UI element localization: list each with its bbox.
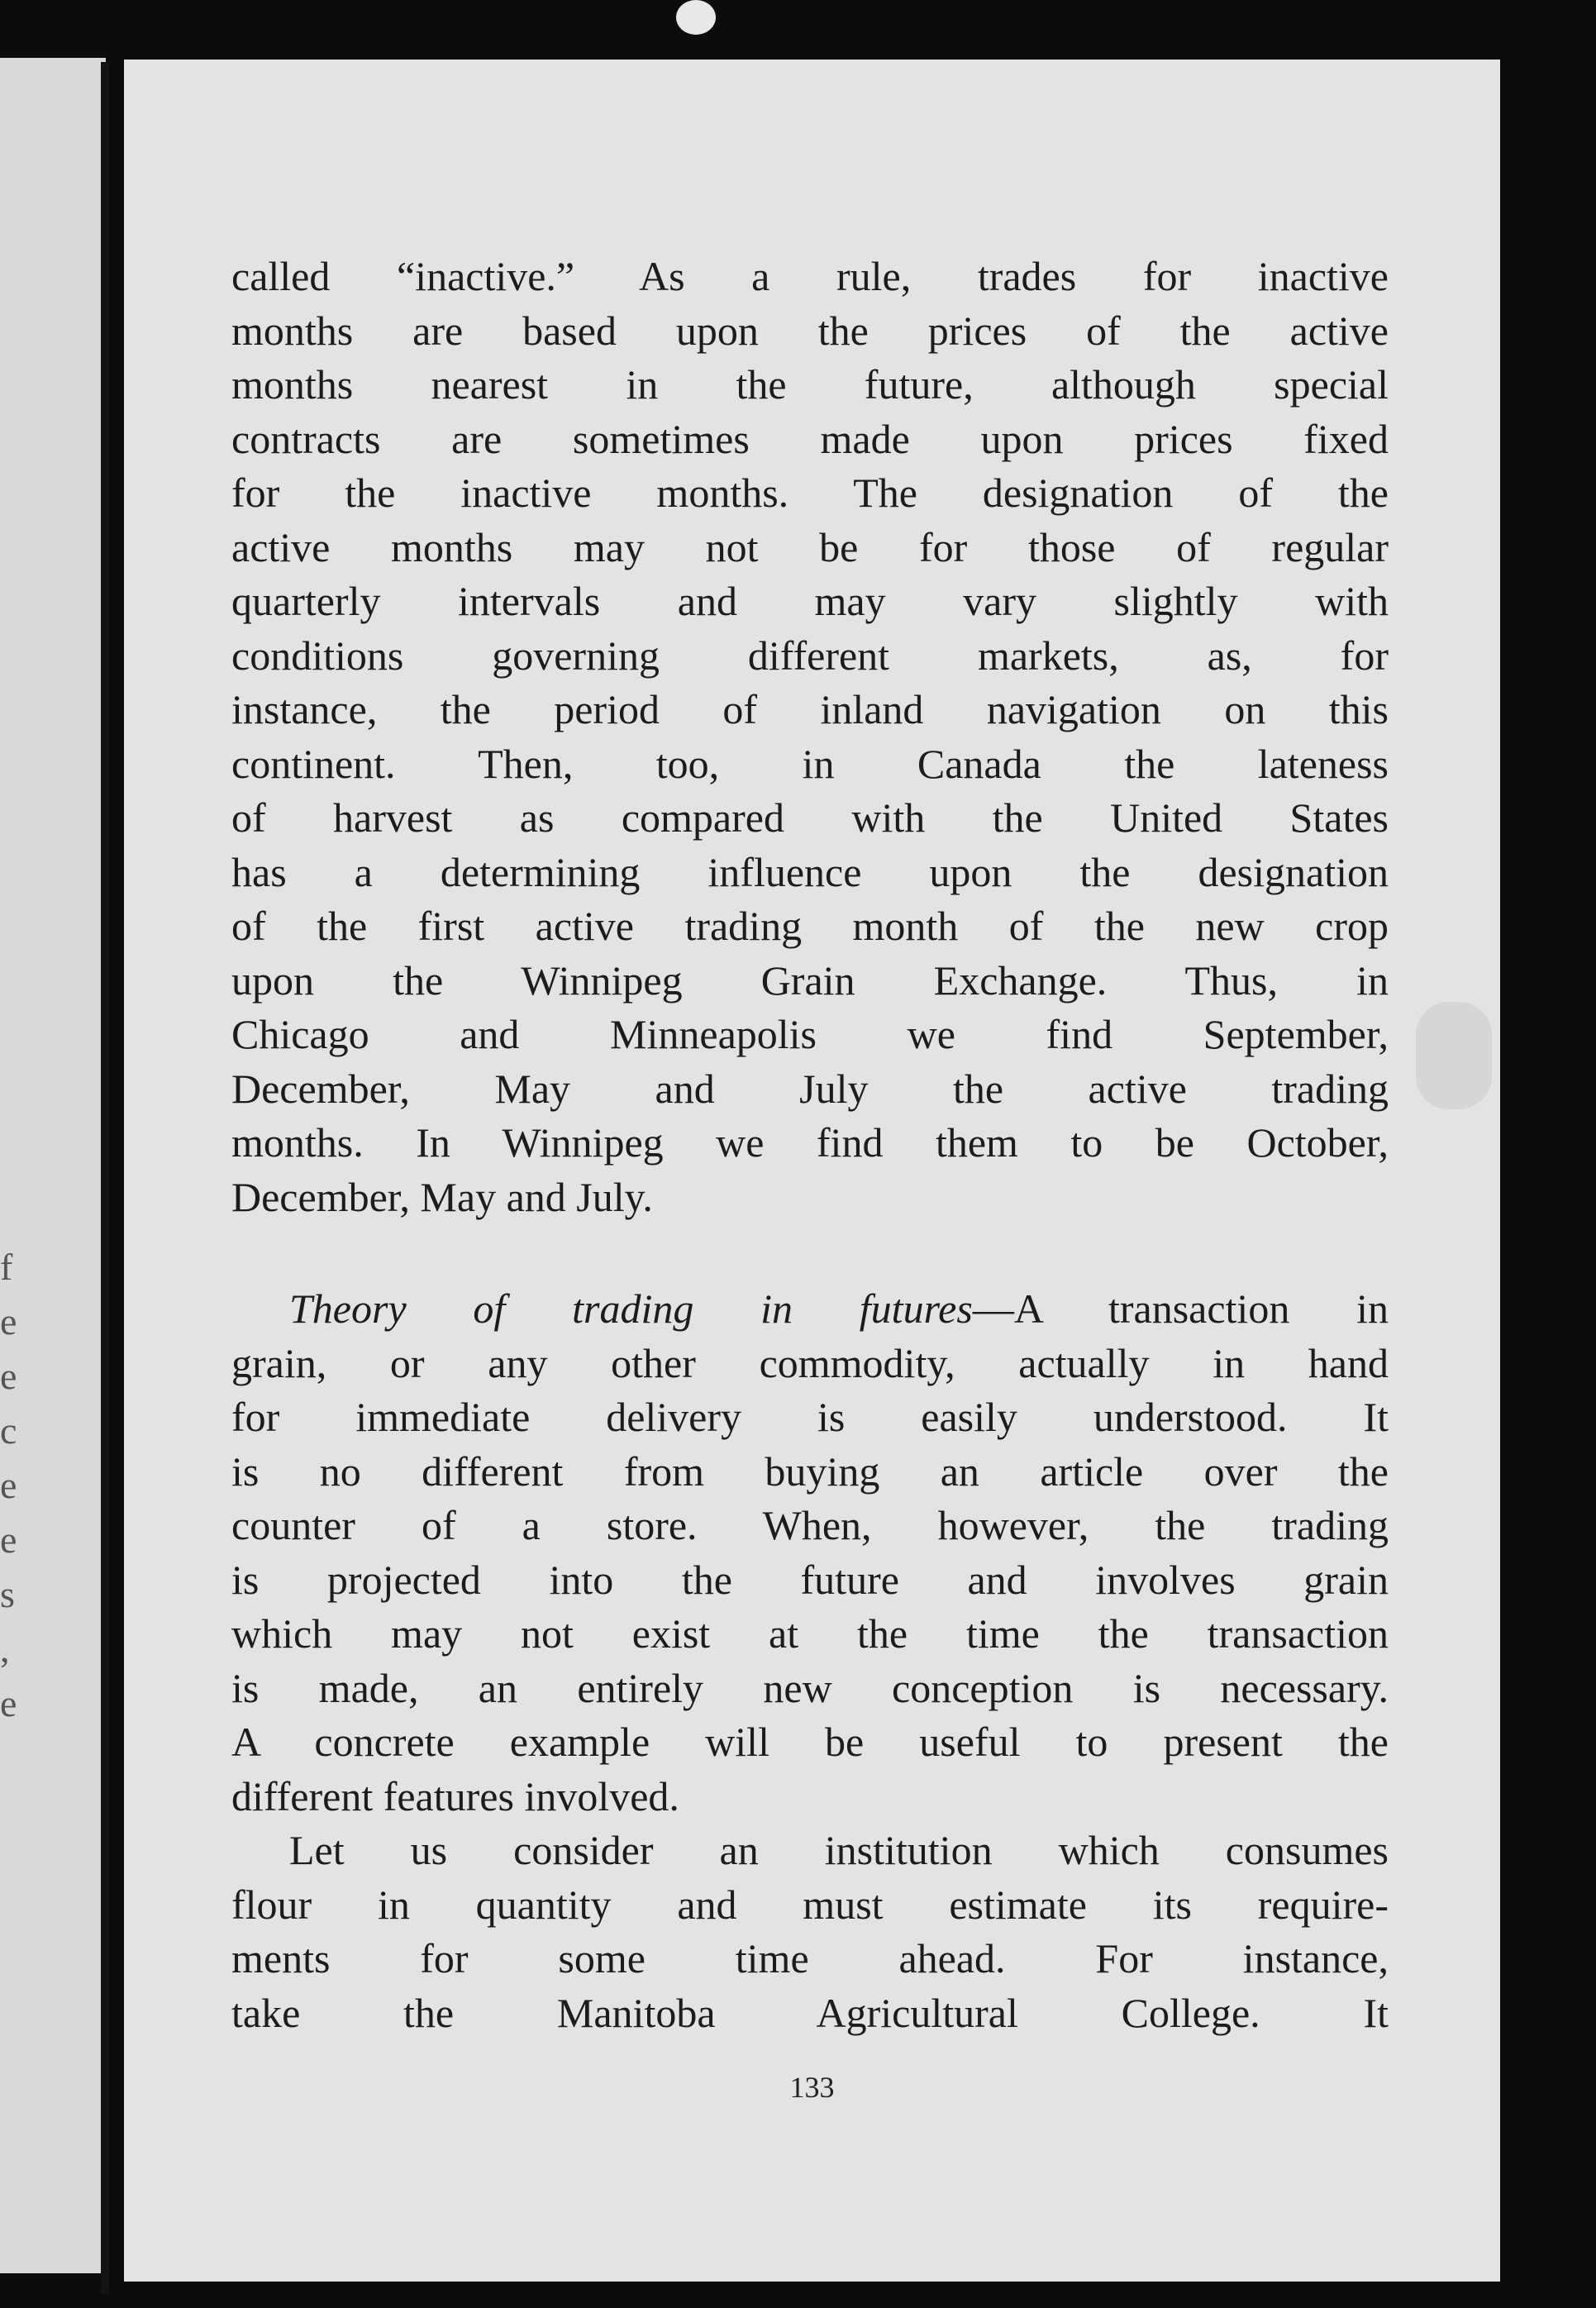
left-fragment: s — [0, 1573, 15, 1615]
text-line: is made, an entirely new conception is necessary. — [231, 1664, 1389, 1711]
text-line: December, May and July. — [231, 1173, 653, 1220]
section-run-in-heading: Theory of trading in futures — [289, 1285, 973, 1332]
left-fragment: e — [0, 1682, 17, 1724]
text-line: active months may not be for those of regular — [231, 523, 1389, 570]
left-fragment: e — [0, 1300, 17, 1342]
text-line: is no different from buying an article over the — [231, 1447, 1389, 1495]
left-fragment: f — [0, 1246, 13, 1288]
left-fragment: , — [0, 1628, 10, 1670]
text-line: take the Manitoba Agricultural College. It — [231, 1989, 1389, 2036]
paragraph-spacer — [231, 1224, 1389, 1282]
text-line: which may not exist at the time the transaction — [231, 1610, 1389, 1657]
text-line: of harvest as compared with the United States — [231, 794, 1389, 841]
paragraph-theory-of-futures — [231, 1282, 1389, 1824]
text-line: instance, the period of inland navigation on this — [231, 686, 1389, 732]
heading-line-rest: —A transaction in — [972, 1285, 1389, 1332]
text-line: for the inactive months. The designation of the — [231, 470, 1389, 516]
text-line: for immediate delivery is easily understood. It — [231, 1394, 1389, 1440]
text-line: is projected into the future and involves grain — [231, 1556, 1389, 1603]
page-body-text — [231, 250, 1389, 2040]
text-line: different features involved. — [231, 1772, 679, 1819]
text-line: Let us consider an institution which consumes — [289, 1827, 1389, 1873]
paragraph-inactive-months — [231, 250, 1389, 1224]
text-line: December, May and July the active trading — [231, 1065, 1389, 1112]
left-fragment: e — [0, 1464, 17, 1506]
left-fragment: c — [0, 1409, 17, 1452]
text-line: A concrete example will be useful to present the — [231, 1719, 1389, 1765]
text-line: ments for some time ahead. For instance, — [231, 1935, 1389, 1981]
text-line: conditions governing different markets, as, for — [231, 632, 1389, 679]
left-page-edge — [0, 58, 106, 2273]
text-line: continent. Then, too, in Canada the lateness — [231, 740, 1389, 787]
left-fragment: e — [0, 1519, 17, 1561]
text-line: counter of a store. When, however, the trading — [231, 1502, 1389, 1548]
paper-stain — [1416, 1002, 1492, 1109]
text-line: of the first active trading month of the new crop — [231, 903, 1389, 949]
text-line: has a determining influence upon the designation — [231, 848, 1389, 895]
text-line: months are based upon the prices of the active — [231, 307, 1389, 354]
text-line-with-heading — [231, 1282, 1389, 1337]
gutter-shadow — [101, 62, 109, 2294]
scan-speck — [676, 0, 716, 35]
book-page — [124, 60, 1500, 2282]
text-line: months. In Winnipeg we find them to be October, — [231, 1119, 1389, 1166]
left-page-text-fragments — [0, 1240, 17, 1731]
page-number: 133 — [789, 2071, 835, 2104]
text-line: flour in quantity and must estimate its require- — [231, 1881, 1389, 1928]
left-fragment: e — [0, 1355, 17, 1397]
paragraph-example-institution — [231, 1824, 1389, 2040]
text-line: months nearest in the future, although special — [231, 361, 1389, 408]
text-line: quarterly intervals and may vary slightly with — [231, 578, 1389, 624]
text-line: contracts are sometimes made upon prices fixed — [231, 415, 1389, 462]
text-line: called “inactive.” As a rule, trades for inactive — [231, 253, 1389, 299]
text-line: upon the Winnipeg Grain Exchange. Thus, in — [231, 956, 1389, 1004]
text-line: grain, or any other commodity, actually in hand — [231, 1339, 1389, 1386]
text-line: Chicago and Minneapolis we find September, — [231, 1011, 1389, 1057]
